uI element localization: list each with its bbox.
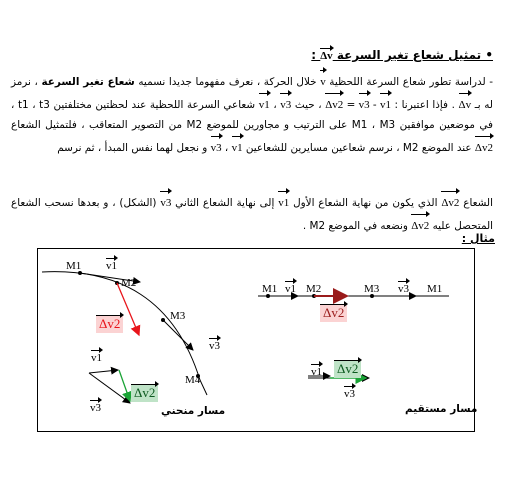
caption-straight-path: مسار مستقيم	[405, 403, 478, 415]
paragraph-construction: الشعاع Δv2 الذي يكون من نهاية الشعاع الأول v1 إلى نهاية الشعاع الثاني v3 (الشكل) ، و بعدها نسحب الشعاع المتحصل عليه Δv2 ونضعه في الموضع M2 .	[11, 191, 493, 236]
label-v1-straight: v1	[285, 283, 296, 295]
label-delta-v2-construction: Δv2	[131, 384, 158, 402]
label-m2-curved: M2	[121, 277, 137, 289]
label-v1-curved: v1	[106, 260, 117, 272]
label-m2-straight: M2	[306, 283, 322, 295]
label-m1-curved: M1	[66, 260, 82, 272]
label-v1-construction-straight: v1	[311, 366, 322, 378]
paragraph-definition: - لدراسة تطور شعاع السرعة اللحظية v خلال الحركة ، نعرف مفهوما جديدا نسميه شعاع تغير السرعة ، نرمز له بـ Δv . فإذا اعتبرنا : Δv2 = v3 - v1 ، حيث v3 ، v1 شعاعي السرعة اللحظية عند لحظتين مختلفتين t1 ، t3 ، في موضعين موافقين M1 ، M3 على الترتيب و مجاورين للموضع M2 من التصوير المتعاقب ، فلتمثيل الشعاع Δv2 عند الموضع M2 ، نرسم شعاعين مسايرين للشعاعين v1 ، v3 و نجعل لهما نفس المبدأ ، ثم نرسم	[11, 70, 493, 158]
label-m4-curved: M4	[185, 374, 201, 386]
label-m1-straight: M1	[262, 283, 278, 295]
label-v3-straight: v3	[398, 283, 409, 295]
label-v1-construction: v1	[91, 352, 102, 364]
label-v3-curved: v3	[209, 340, 220, 352]
v3-arrow-curved	[163, 320, 193, 350]
bold-term: شعاع تغير السرعة	[41, 76, 135, 88]
label-delta-v2-curved: Δv2	[96, 315, 123, 333]
v1-construction	[89, 370, 118, 373]
section-title: • تمثيل شعاع تغير السرعة Δv :	[311, 48, 493, 62]
curved-trajectory	[42, 272, 207, 395]
label-v3-construction-straight: v3	[344, 388, 355, 400]
label-delta-v2-straight: Δv2	[320, 304, 347, 322]
delta-v-symbol: Δv	[320, 50, 333, 62]
caption-curved-path: مسار منحني	[161, 405, 226, 417]
example-label: مثال :	[461, 232, 495, 245]
label-m1b-straight: M1	[427, 283, 443, 295]
label-m3-straight: M3	[364, 283, 380, 295]
label-v3-construction: v3	[90, 402, 101, 414]
label-delta-v2-construction-straight: Δv2	[334, 360, 361, 378]
v3-construction	[89, 373, 130, 403]
label-m3-curved: M3	[170, 310, 186, 322]
